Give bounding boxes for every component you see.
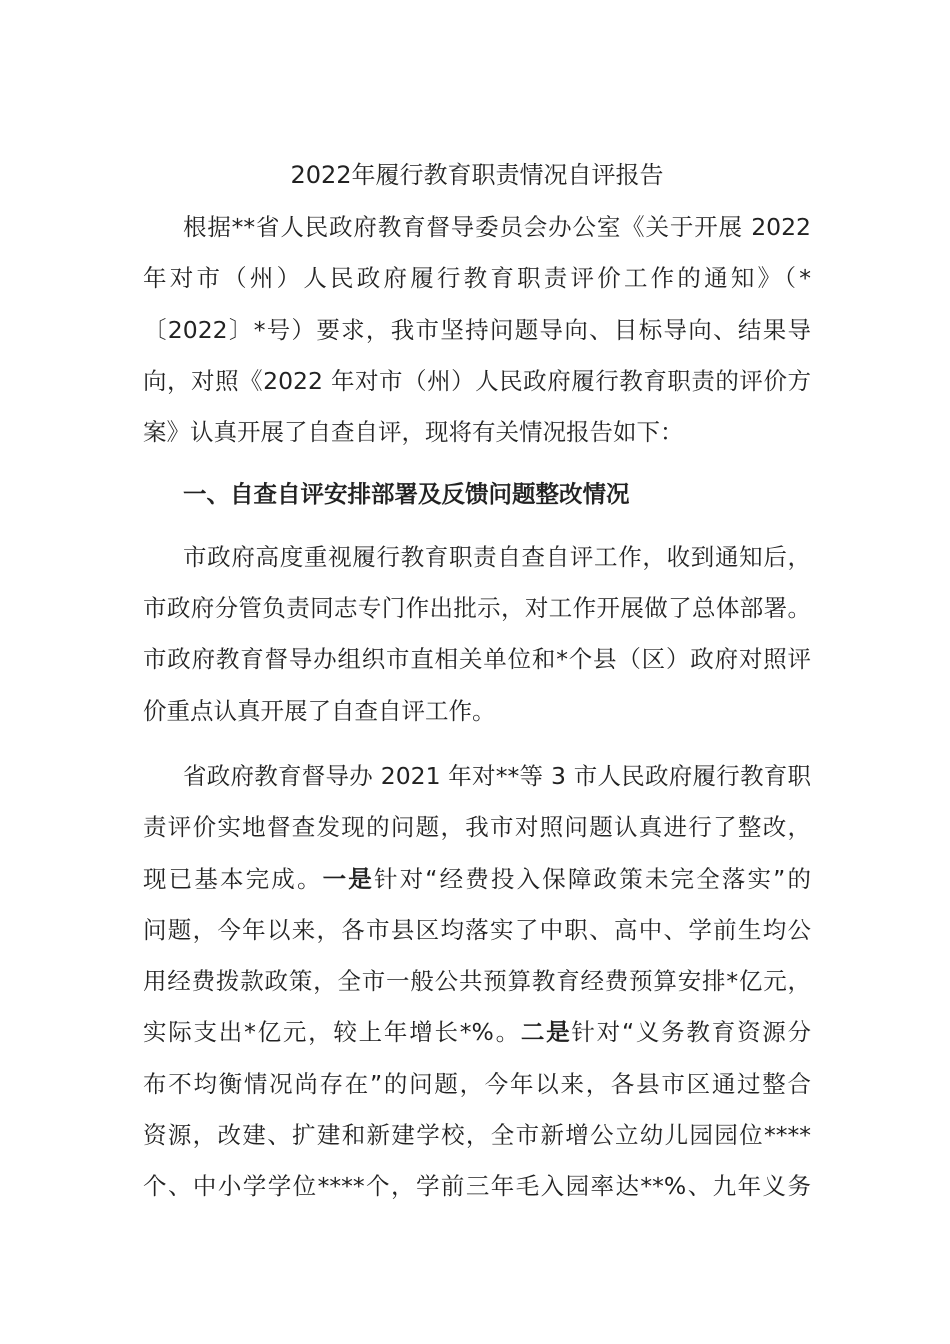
point-one-label: 一是 <box>322 864 374 893</box>
spacer <box>143 458 811 469</box>
section1-paragraph-1 <box>143 532 811 737</box>
spacer <box>143 737 811 751</box>
para3-line-3 <box>143 854 811 905</box>
para3-line-2: 责评价实地督查发现的问题，我市对照问题认真进行了整改， <box>143 813 811 842</box>
para2-line-4: 价重点认真开展了自查自评工作。 <box>143 696 496 725</box>
para3-line-5: 用经费拨款政策，全市一般公共预算教育经费预算安排*亿元， <box>143 967 811 996</box>
para2-line-2: 市政府分管负责同志专门作出批示，对工作开展做了总体部署。 <box>143 594 811 623</box>
para2-line-3: 市政府教育督导办组织市直相关单位和*个县（区）政府对照评 <box>143 645 811 674</box>
para3-line-8: 资源，改建、扩建和新建学校，全市新增公立幼儿园园位**** <box>143 1121 811 1150</box>
document-page <box>143 150 811 1213</box>
para3-line-6-text: 实际支出*亿元，较上年增长*%。 <box>143 1018 521 1047</box>
para3-line-1: 省政府教育督导办 2021 年对**等 3 市人民政府履行教育职 <box>183 761 811 790</box>
spacer <box>143 521 811 532</box>
para3-line-3-rest: 针对“经费投入保障政策未完全落实”的 <box>373 864 812 893</box>
para2-line-1: 市政府高度重视履行教育职责自查自评工作，收到通知后， <box>183 542 811 571</box>
intro-line-5: 案》认真开展了自查自评，现将有关情况报告如下： <box>143 418 684 447</box>
document-title: 2022年履行教育职责情况自评报告 <box>290 161 664 189</box>
intro-paragraph <box>143 202 811 458</box>
para3-line-4: 问题，今年以来，各市县区均落实了中职、高中、学前生均公 <box>143 915 811 944</box>
section1-paragraph-2 <box>143 751 811 1213</box>
section-heading-1: 一、自查自评安排部署及反馈问题整改情况 <box>183 480 630 509</box>
para3-line-7: 布不均衡情况尚存在”的问题，今年以来，各县市区通过整合 <box>143 1069 811 1098</box>
intro-line-4: 向，对照《2022 年对市（州）人民政府履行教育职责的评价方 <box>143 366 811 395</box>
para3-line-6-rest: 针对“义务教育资源分 <box>571 1018 811 1047</box>
intro-line-2: 年对市（州）人民政府履行教育职责评价工作的通知》（* <box>143 264 811 293</box>
intro-line-3: 〔2022〕*号）要求，我市坚持问题导向、目标导向、结果导 <box>143 315 811 344</box>
intro-line-1: 根据**省人民政府教育督导委员会办公室《关于开展 2022 <box>183 213 811 241</box>
para3-line-9: 个、中小学学位****个，学前三年毛入园率达**%、九年义务 <box>143 1172 811 1201</box>
point-two-label: 二是 <box>520 1018 572 1047</box>
para3-line-3-text: 现已基本完成。 <box>143 864 323 893</box>
para3-line-6 <box>143 1007 811 1058</box>
